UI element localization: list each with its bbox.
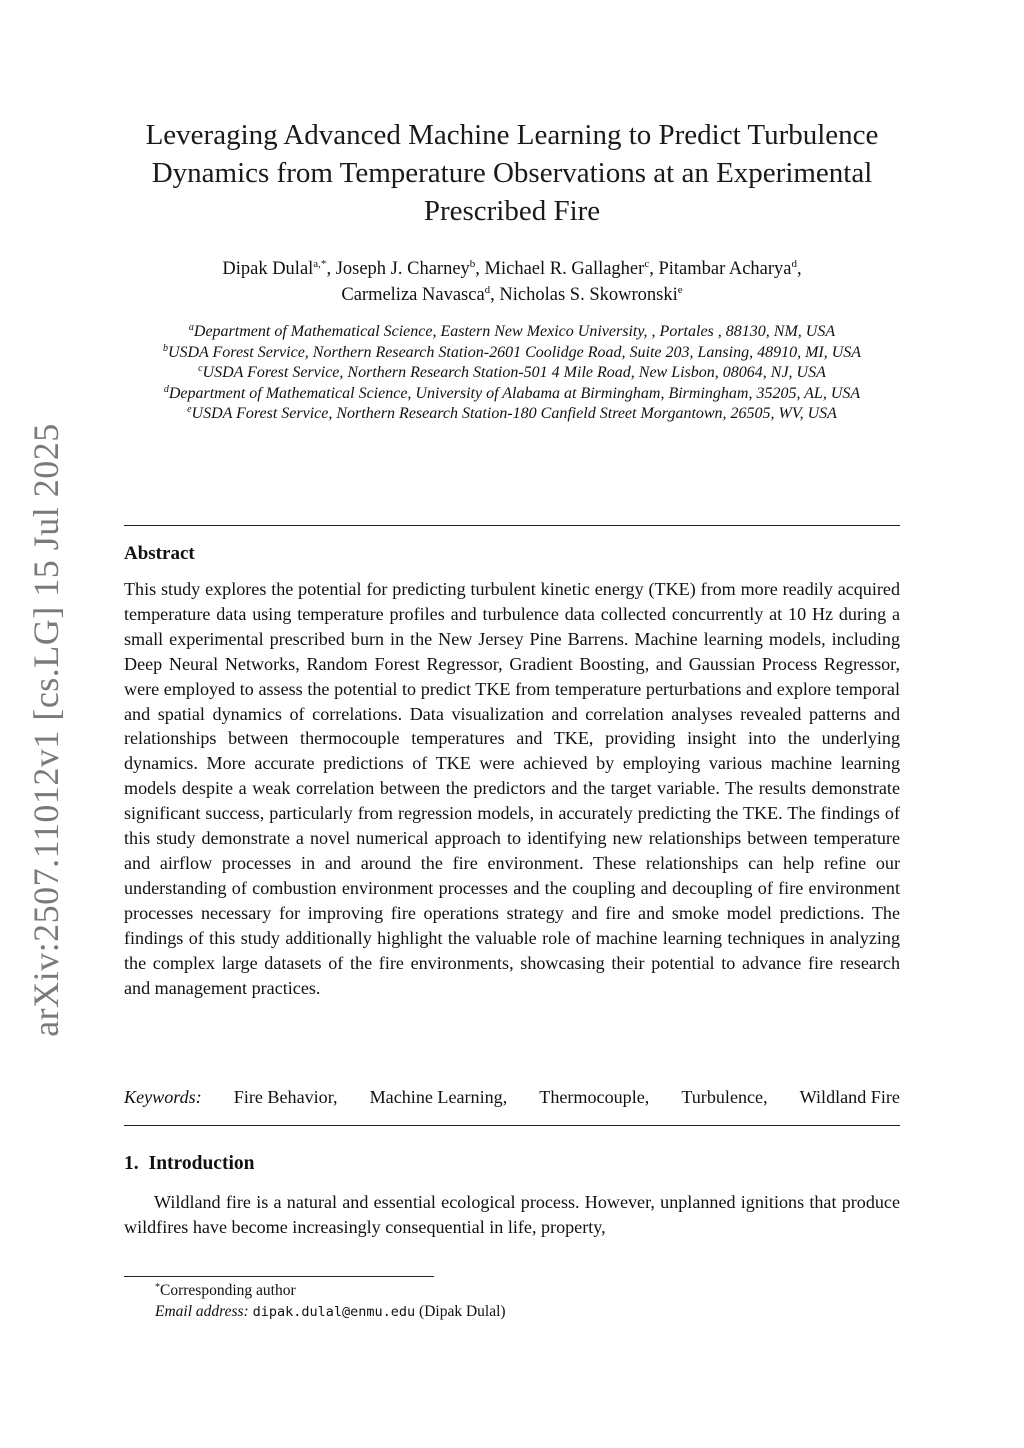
author: Dipak Dulal$^{a,*}$, xyxy=(222,258,336,279)
author: Nicholas S. Skowronski$^e$ xyxy=(499,284,683,305)
affiliation: $^a$Department of Mathematical Science, Eastern New Mexico University, , Portales , 88130, NM, USA xyxy=(188,322,836,340)
affiliation: $^d$Department of Mathematical Science, University of Alabama at Birmingham, Birmingham, 35205, AL, USA xyxy=(163,383,861,402)
arxiv-identifier-stamp: arXiv:2507.11012v1 [cs.LG] 15 Jul 2025 xyxy=(26,423,66,1037)
section-title: Introduction xyxy=(148,1153,255,1174)
keyword: Turbulence, xyxy=(681,1087,768,1107)
keyword: Fire Behavior, xyxy=(233,1087,338,1107)
keyword: Machine Learning, xyxy=(369,1087,508,1107)
affiliation: $^b$USDA Forest Service, Northern Research Station-2601 Coolidge Road, Suite 203, Lansing, 48910, MI, USA xyxy=(162,342,862,361)
footnote-rule xyxy=(124,1276,434,1277)
abstract-top-rule xyxy=(124,525,900,526)
footnotes xyxy=(124,1280,900,1323)
affiliation-list xyxy=(124,322,900,425)
author: Pitambar Acharya$^d$, xyxy=(658,258,802,279)
abstract-heading: Abstract xyxy=(124,543,195,564)
keyword: Thermocouple, xyxy=(539,1087,650,1107)
email-note: Email address: dipak.dulal@enmu.edu (Dipak Dulal) xyxy=(155,1303,506,1320)
author: Carmeliza Navasca$^d$, xyxy=(341,284,500,305)
paper-title: Leveraging Advanced Machine Learning to Predict Turbulence Dynamics from Temperature Observations at an Experimental Prescribed Fire xyxy=(145,119,879,227)
corresponding-author-note: *Corresponding author xyxy=(155,1282,296,1299)
introduction-text: Wildland fire is a natural and essential ecological process. However, unplanned ignitions that produce wildfires have become increasingly consequential in life, property, xyxy=(124,1192,900,1237)
affiliation: $^c$USDA Forest Service, Northern Research Station-501 4 Mile Road, New Lisbon, 08064, NJ, USA xyxy=(198,363,826,382)
author-list xyxy=(124,256,900,308)
author: Michael R. Gallagher$^c$, xyxy=(484,258,659,279)
keyword: Wildland Fire xyxy=(799,1087,900,1107)
keywords-line xyxy=(124,1085,900,1110)
section-number: 1. xyxy=(124,1153,139,1174)
keywords-label: Keywords: xyxy=(124,1087,202,1107)
abstract-bottom-rule xyxy=(124,1125,900,1126)
abstract-text: This study explores the potential for predicting turbulent kinetic energy (TKE) from more readily acquired temperature data using temperature profiles and turbulence data collected concurrently at 10 Hz during a small experimental prescribed burn in the New Jersey Pine Barrens. Machine learning models, including Deep Neural Networks, Random Forest Regressor, Gradient Boosting, and Gaussian Process Regressor, were employed to assess the potential to predict TKE from temperature perturbations and explore temporal and spatial dynamics of correlations. Data visualization and correlation analyses revealed patterns and relationships between thermocouple temperatures and TKE, providing insight into the underlying dynamics. More accurate predictions of TKE were achieved by employing various machine learning models despite a weak correlation between the predictors and the target variable. The results demonstrate significant success, particularly from regression models, in accurately predicting the TKE. The findings of this study demonstrate a novel numerical approach to identifying new relationships between temperature and airflow processes in and around the fire environment. These relationships can help refine our understanding of combustion environment processes and the coupling and decoupling of fire environment processes necessary for improving fire operations strategy and fire and smoke model predictions. The findings of this study additionally highlight the valuable role of machine learning techniques in analyzing the complex large datasets of the fire environments, showcasing their potential to advance fire research and management practices. xyxy=(124,579,900,998)
affiliation: $^e$USDA Forest Service, Northern Research Station-180 Canfield Street Morgantown, 26505, WV, USA xyxy=(187,404,837,423)
email-address[interactable]: dipak.dulal@enmu.edu xyxy=(252,1304,416,1320)
author: Joseph J. Charney$^b$, xyxy=(335,258,485,279)
section-heading xyxy=(124,1153,254,1175)
